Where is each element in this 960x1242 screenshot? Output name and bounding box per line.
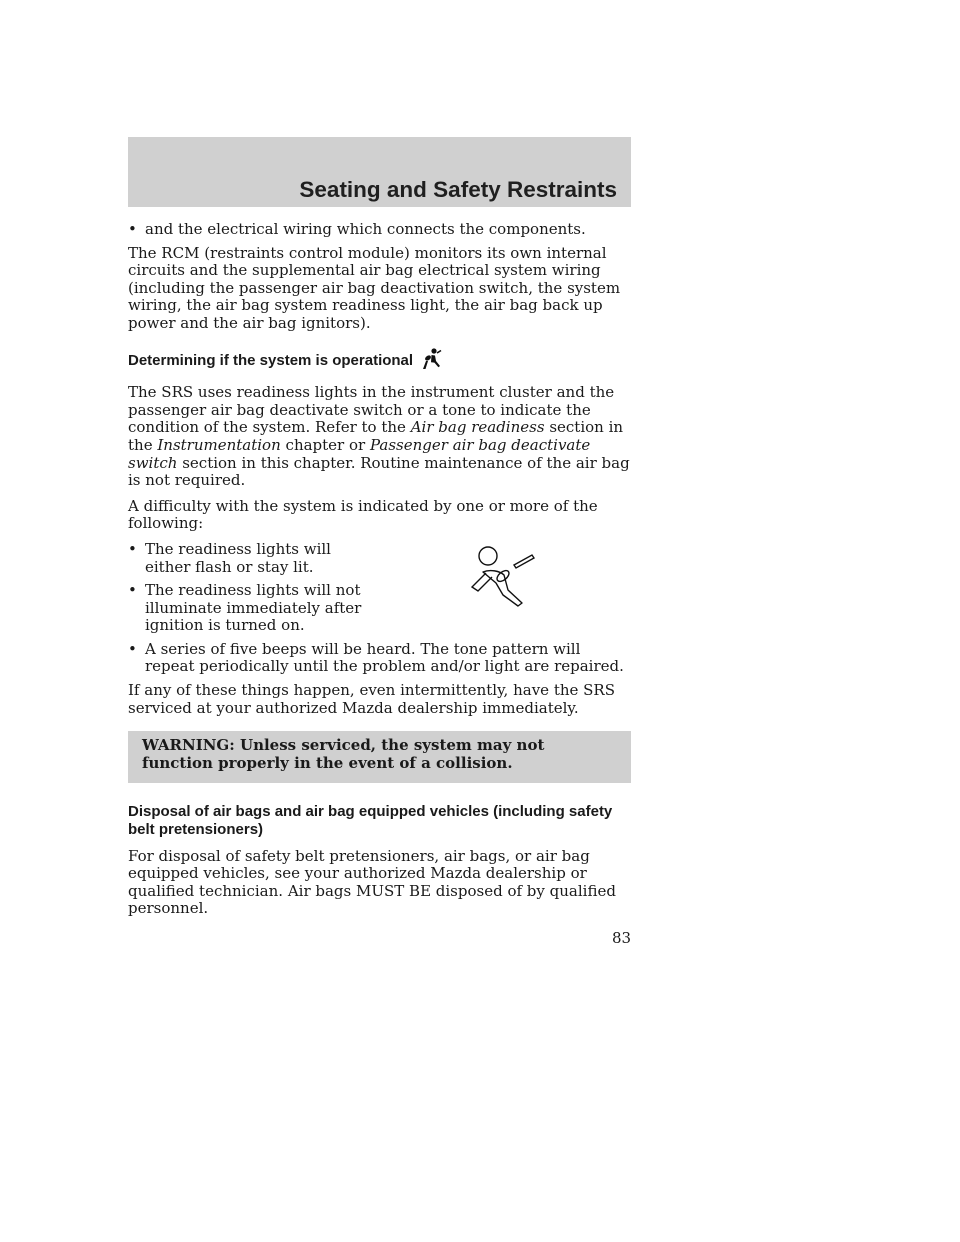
srs-readiness-paragraph: [128, 384, 631, 490]
para-text-1: The SRS uses readiness lights in the instrument cluster and the passenger air bag deactivate switch or a tone to indicate the condition of the system. Refer to the: [128, 383, 615, 437]
bullet-glyph: •: [128, 539, 137, 558]
section-heading-disposal: Disposal of air bags and air bag equipped vehicles (including safety belt pretensioners): [128, 803, 613, 839]
page-number: 83: [612, 929, 632, 947]
airbag-person-icon: [419, 347, 443, 376]
airbag-readiness-symbol-icon: [470, 545, 540, 607]
section-heading-operational: [128, 347, 631, 376]
list-item: [128, 541, 375, 576]
ref-passenger-switch: Passenger air bag deactivate switch: [128, 435, 591, 472]
intro-bullet-text: and the electrical wiring which connects the components.: [145, 220, 586, 238]
warning-box: WARNING: Unless serviced, the system may not function properly in the event of a collision.: [128, 731, 631, 783]
difficulty-intro: A difficulty with the system is indicated by one or more of the following:: [128, 496, 598, 533]
section-heading-text: Determining if the system is operational: [128, 351, 414, 369]
bullet-glyph: •: [128, 639, 137, 658]
list-item-text: The readiness lights will not illuminate immediately after ignition is turned on.: [145, 581, 362, 635]
para-text-4: section in this chapter. Routine maintenance of the air bag is not required.: [128, 453, 630, 490]
service-paragraph: If any of these things happen, even intermittently, have the SRS serviced at your authorized Mazda dealership immediately.: [128, 681, 615, 717]
ref-instrumentation: Instrumentation: [157, 435, 281, 454]
list-item-text: A series of five beeps will be heard. The tone pattern will repeat periodically until the problem and/or light are repaired.: [145, 639, 624, 676]
rcm-paragraph: The RCM (restraints control module) monitors its own internal circuits and the supplemental air bag electrical system wiring (including the passenger air bag deactivation switch, the system wiring, the air bag system readiness light, the air bag back up power and the air bag ignitors).: [128, 243, 621, 332]
chapter-title: Seating and Safety Restraints: [299, 177, 617, 202]
difficulty-list: [128, 541, 631, 676]
list-item: [128, 582, 375, 635]
bullet-glyph: •: [128, 220, 137, 238]
ref-air-bag-readiness: Air bag readiness: [410, 418, 545, 437]
list-item: [128, 641, 631, 676]
page-content: [128, 221, 631, 926]
chapter-header-band: [128, 137, 631, 207]
disposal-paragraph: For disposal of safety belt pretensioners, air bags, or air bag equipped vehicles, see your authorized Mazda dealership or qualified technician. Air bags MUST BE disposed of by qualified personnel.: [128, 846, 616, 918]
para-text-2: section in the: [128, 418, 624, 454]
list-item-text: The readiness lights will either flash or stay lit.: [145, 539, 331, 576]
bullet-glyph: •: [128, 581, 137, 600]
intro-bullet-item: [128, 221, 631, 239]
para-text-3: chapter or: [285, 435, 366, 454]
